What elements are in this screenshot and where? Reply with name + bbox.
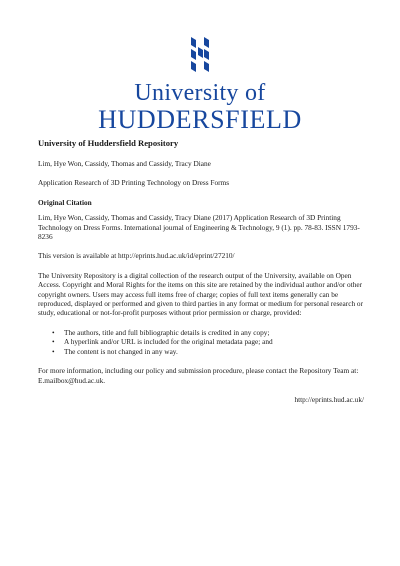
condition-text: A hyperlink and/or URL is included for the original metadata page; and bbox=[64, 337, 273, 347]
conditions-list bbox=[38, 328, 364, 356]
bullet-icon: • bbox=[52, 337, 55, 347]
bullet-icon: • bbox=[52, 327, 55, 337]
availability-statement: This version is available at http://eprints.hud.ac.uk/id/eprint/27210/ bbox=[38, 251, 235, 261]
cover-sheet-content bbox=[38, 138, 364, 404]
list-item bbox=[54, 337, 364, 346]
condition-text: The content is not changed in any way. bbox=[64, 346, 178, 356]
footer-url-link[interactable]: http://eprints.hud.ac.uk/ bbox=[294, 394, 364, 404]
original-citation-heading: Original Citation bbox=[38, 197, 92, 207]
bullet-icon: • bbox=[52, 346, 55, 356]
repository-title: University of Huddersfield Repository bbox=[38, 138, 179, 148]
repository-statement: The University Repository is a digital collection of the research output of the University, available on Open Access. Copyright and Moral Rights for the items on this site are retained by the individual author and/or other copyright owners. Users may access full items free of charge; copies of full text items generally can be reproduced, displayed or performed and given to third parties in any format or medium for personal research or study, educational or not-for-profit purposes without prior permission or charge, provided: bbox=[38, 270, 364, 318]
logo-text-huddersfield: HUDDERSFIELD bbox=[98, 105, 302, 134]
original-citation-text: Lim, Hye Won, Cassidy, Thomas and Cassidy, Tracy Diane (2017) Application Research of 3D Printing Technology on Dress Forms. International journal of Engineering & Technology, 9 (1). pp. 78-83. ISSN 1793-8236 bbox=[38, 213, 360, 242]
paper-title: Application Research of 3D Printing Technology on Dress Forms bbox=[38, 178, 230, 188]
authors: Lim, Hye Won, Cassidy, Thomas and Cassidy, Tracy Diane bbox=[38, 159, 211, 168]
contact-statement: For more information, including our policy and submission procedure, please contact the Repository Team at: E.mailbox@hud.ac.uk. bbox=[38, 366, 359, 385]
university-crest-icon bbox=[187, 36, 213, 74]
university-logo bbox=[0, 36, 400, 134]
list-item bbox=[54, 328, 364, 337]
logo-text-university-of: University of bbox=[134, 80, 266, 106]
list-item bbox=[54, 347, 364, 356]
condition-text: The authors, title and full bibliographic details is credited in any copy; bbox=[64, 327, 270, 337]
